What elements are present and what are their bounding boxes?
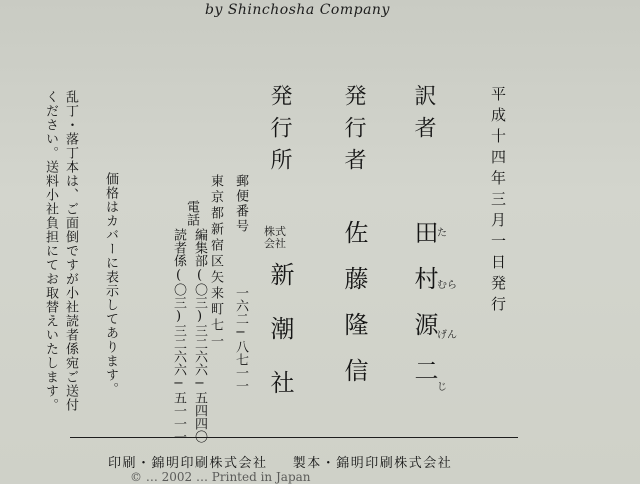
translator-ruby-4: じ bbox=[437, 382, 447, 393]
editorial-label: 編集部 bbox=[192, 228, 207, 267]
company-name: 新潮社 bbox=[266, 262, 294, 424]
reader-label: 読者係 bbox=[171, 228, 186, 267]
price-note: 価格はカバーに表示してあります。 bbox=[103, 172, 118, 396]
publisher-name: 佐藤隆信 bbox=[340, 220, 368, 404]
footer-divider bbox=[70, 437, 518, 438]
address-location: 東京都新宿区矢来町七一 bbox=[208, 174, 223, 350]
editorial-number: (〇三)三二六六−五四四〇 bbox=[192, 268, 207, 443]
notice-line-2: ください。送料小社負担にてお取替えいたします。 bbox=[43, 90, 58, 412]
phone-label: 電話 bbox=[184, 200, 199, 226]
reader-number: (〇三)三二六六−五一一一 bbox=[171, 268, 186, 443]
postal-label: 郵便番号 bbox=[233, 174, 248, 234]
publication-date: 平成十四年三月一日発行 bbox=[489, 86, 507, 317]
binding-credit: 製本・錦明印刷株式会社 bbox=[292, 456, 453, 471]
printing-credit: 印刷・錦明印刷株式会社 bbox=[108, 456, 268, 471]
postal-code: 一六二−八七一一 bbox=[233, 286, 248, 392]
footer-credits bbox=[108, 452, 452, 471]
company-role: 発行所 bbox=[267, 84, 292, 180]
translator-name: 田村源二 bbox=[410, 220, 438, 404]
notice-line-1: 乱丁・落丁本は、ご面倒ですが小社読者係宛ご送付 bbox=[63, 90, 78, 412]
translator-role: 訳者 bbox=[411, 84, 436, 148]
english-credit: by Shinchosha Company bbox=[205, 2, 390, 18]
translator-ruby-1: た bbox=[437, 228, 447, 239]
translator-ruby-2: むら bbox=[437, 280, 457, 291]
corporate-label bbox=[264, 226, 286, 249]
copyright-line-cut: © … 2002 … Printed in Japan bbox=[130, 470, 311, 484]
corporate-label-top: 株式 bbox=[264, 225, 286, 238]
translator-ruby-3: げん bbox=[437, 330, 457, 341]
corporate-label-bottom: 会社 bbox=[264, 236, 286, 250]
publisher-role: 発行者 bbox=[341, 84, 366, 180]
